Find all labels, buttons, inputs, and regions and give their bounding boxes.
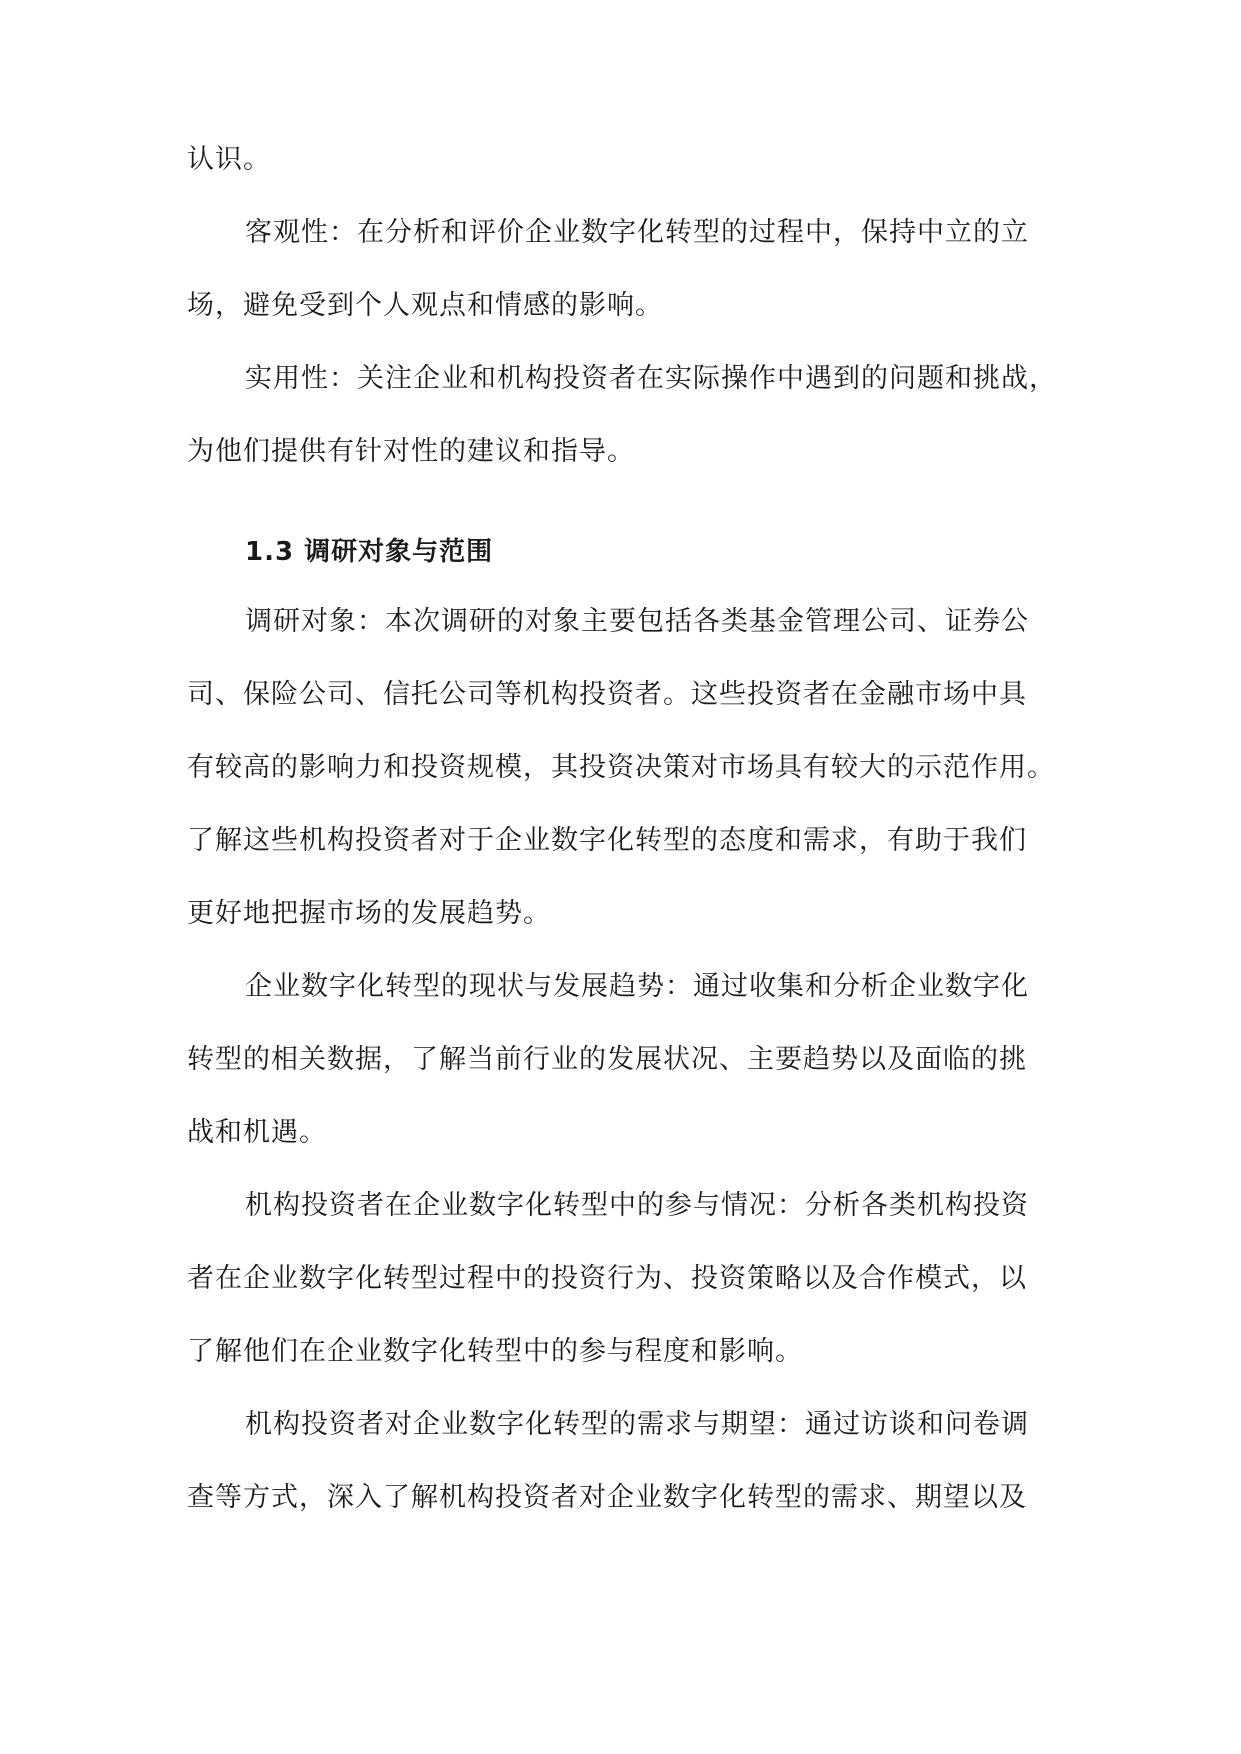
paragraph-line: 调研对象：本次调研的对象主要包括各类基金管理公司、证券公 xyxy=(245,606,1029,637)
section-heading: 1.3 调研对象与范围 xyxy=(245,537,494,567)
paragraph-line: 了解这些机构投资者对于企业数字化转型的态度和需求，有助于我们 xyxy=(187,825,1027,856)
paragraph-line: 转型的相关数据，了解当前行业的发展状况、主要趋势以及面临的挑 xyxy=(187,1044,1027,1075)
paragraph-line: 场，避免受到个人观点和情感的影响。 xyxy=(187,290,663,321)
paragraph-line: 认识。 xyxy=(187,144,271,175)
paragraph-line: 战和机遇。 xyxy=(187,1117,327,1148)
paragraph-line: 客观性：在分析和评价企业数字化转型的过程中，保持中立的立 xyxy=(245,217,1029,248)
paragraph-line: 有较高的影响力和投资规模，其投资决策对市场具有较大的示范作用。 xyxy=(187,752,1055,783)
paragraph-line: 司、保险公司、信托公司等机构投资者。这些投资者在金融市场中具 xyxy=(187,679,1027,710)
paragraph-line: 者在企业数字化转型过程中的投资行为、投资策略以及合作模式，以 xyxy=(187,1263,1027,1294)
paragraph-line: 为他们提供有针对性的建议和指导。 xyxy=(187,436,635,467)
paragraph-line: 机构投资者对企业数字化转型的需求与期望：通过访谈和问卷调 xyxy=(245,1409,1029,1440)
paragraph-line: 更好地把握市场的发展趋势。 xyxy=(187,898,551,929)
paragraph-line: 查等方式，深入了解机构投资者对企业数字化转型的需求、期望以及 xyxy=(187,1482,1027,1513)
paragraph-line: 机构投资者在企业数字化转型中的参与情况：分析各类机构投资 xyxy=(245,1190,1029,1221)
paragraph-line: 企业数字化转型的现状与发展趋势：通过收集和分析企业数字化 xyxy=(245,971,1029,1002)
paragraph-line: 实用性：关注企业和机构投资者在实际操作中遇到的问题和挑战， xyxy=(245,363,1057,394)
paragraph-line: 了解他们在企业数字化转型中的参与程度和影响。 xyxy=(187,1336,803,1367)
